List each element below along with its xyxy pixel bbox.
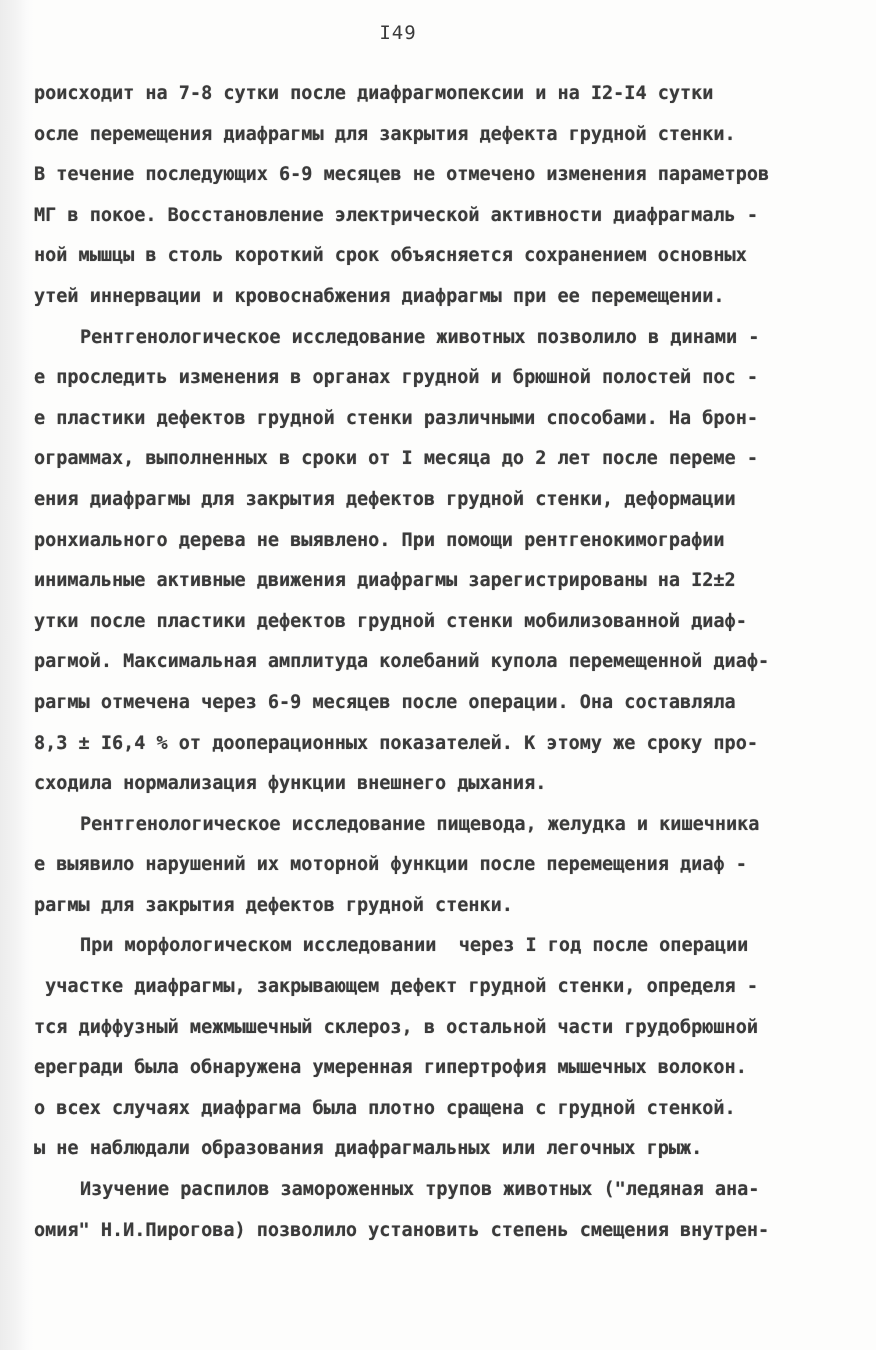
- text-line: рагмы для закрытия дефектов грудной стенки.: [34, 894, 513, 916]
- text-line: Рентгенологическое исследование пищевода, желудка и кишечника: [80, 813, 760, 835]
- text-line: осле перемещения диафрагмы для закрытия дефекта грудной стенки.: [34, 123, 736, 145]
- text-line: ы не наблюдали образования диафрагмальных или легочных грыж.: [34, 1138, 703, 1160]
- text-line: рагмой. Максимальная амплитуда колебаний купола перемещенной диаф-: [34, 651, 770, 673]
- text-line: Рентгенологическое исследование животных позволило в динами -: [80, 326, 760, 348]
- text-line: МГ в покое. Восстановление электрической активности диафрагмаль -: [34, 204, 758, 226]
- text-line: При морфологическом исследовании через I год после операции: [80, 935, 749, 957]
- text-line: е выявило нарушений их моторной функции после перемещения диаф -: [34, 854, 747, 876]
- text-line: рагмы отмечена через 6-9 месяцев после операции. Она составляла: [34, 691, 736, 713]
- text-line: роисходит на 7-8 сутки после диафрагмопексии и на I2-I4 сутки: [34, 83, 714, 104]
- text-line: утей иннервации и кровоснабжения диафрагмы при ее перемещении.: [34, 285, 725, 307]
- text-line: тся диффузный межмышечный склероз, в остальной части грудобрюшной: [34, 1016, 758, 1038]
- text-line: 8,3 ± I6,4 % от дооперационных показателей. К этому же сроку про-: [34, 732, 758, 754]
- text-line: е проследить изменения в органах грудной и брюшной полостей пос -: [34, 367, 758, 389]
- text-line: В течение последующих 6-9 месяцев не отмечено изменения параметров: [34, 164, 770, 186]
- text-line: утки после пластики дефектов грудной стенки мобилизованной диаф-: [34, 610, 747, 632]
- text-line: омия" Н.И.Пирогова) позволило установить степень смещения внутрен-: [34, 1219, 770, 1241]
- scan-edge-shadow: [0, 0, 34, 1350]
- text-line: ной мышцы в столь короткий срок объясняется сохранением основных: [34, 245, 747, 267]
- text-line: ограммах, выполненных в сроки от I месяца до 2 лет после переме -: [34, 448, 758, 470]
- text-line: инимальные активные движения диафрагмы зарегистрированы на I2±2: [34, 570, 736, 592]
- text-line: о всех случаях диафрагма была плотно сращена с грудной стенкой.: [34, 1097, 736, 1119]
- text-line: Изучение распилов замороженных трупов животных ("ледяная ана-: [80, 1179, 760, 1201]
- text-line: ронхиального дерева не выявлено. При помощи рентгенокимографии: [34, 529, 725, 551]
- text-line: ерегради была обнаружена умеренная гипертрофия мышечных волокон.: [34, 1057, 747, 1079]
- text-line: участке диафрагмы, закрывающем дефект грудной стенки, определя -: [34, 976, 758, 998]
- text-line: ения диафрагмы для закрытия дефектов грудной стенки, деформации: [34, 488, 736, 510]
- text-line: сходила нормализация функции внешнего дыхания.: [34, 773, 547, 795]
- page-number: I49: [379, 22, 417, 44]
- text-line: е пластики дефектов грудной стенки различными способами. На брон-: [34, 407, 758, 429]
- body-text: [34, 80, 834, 1257]
